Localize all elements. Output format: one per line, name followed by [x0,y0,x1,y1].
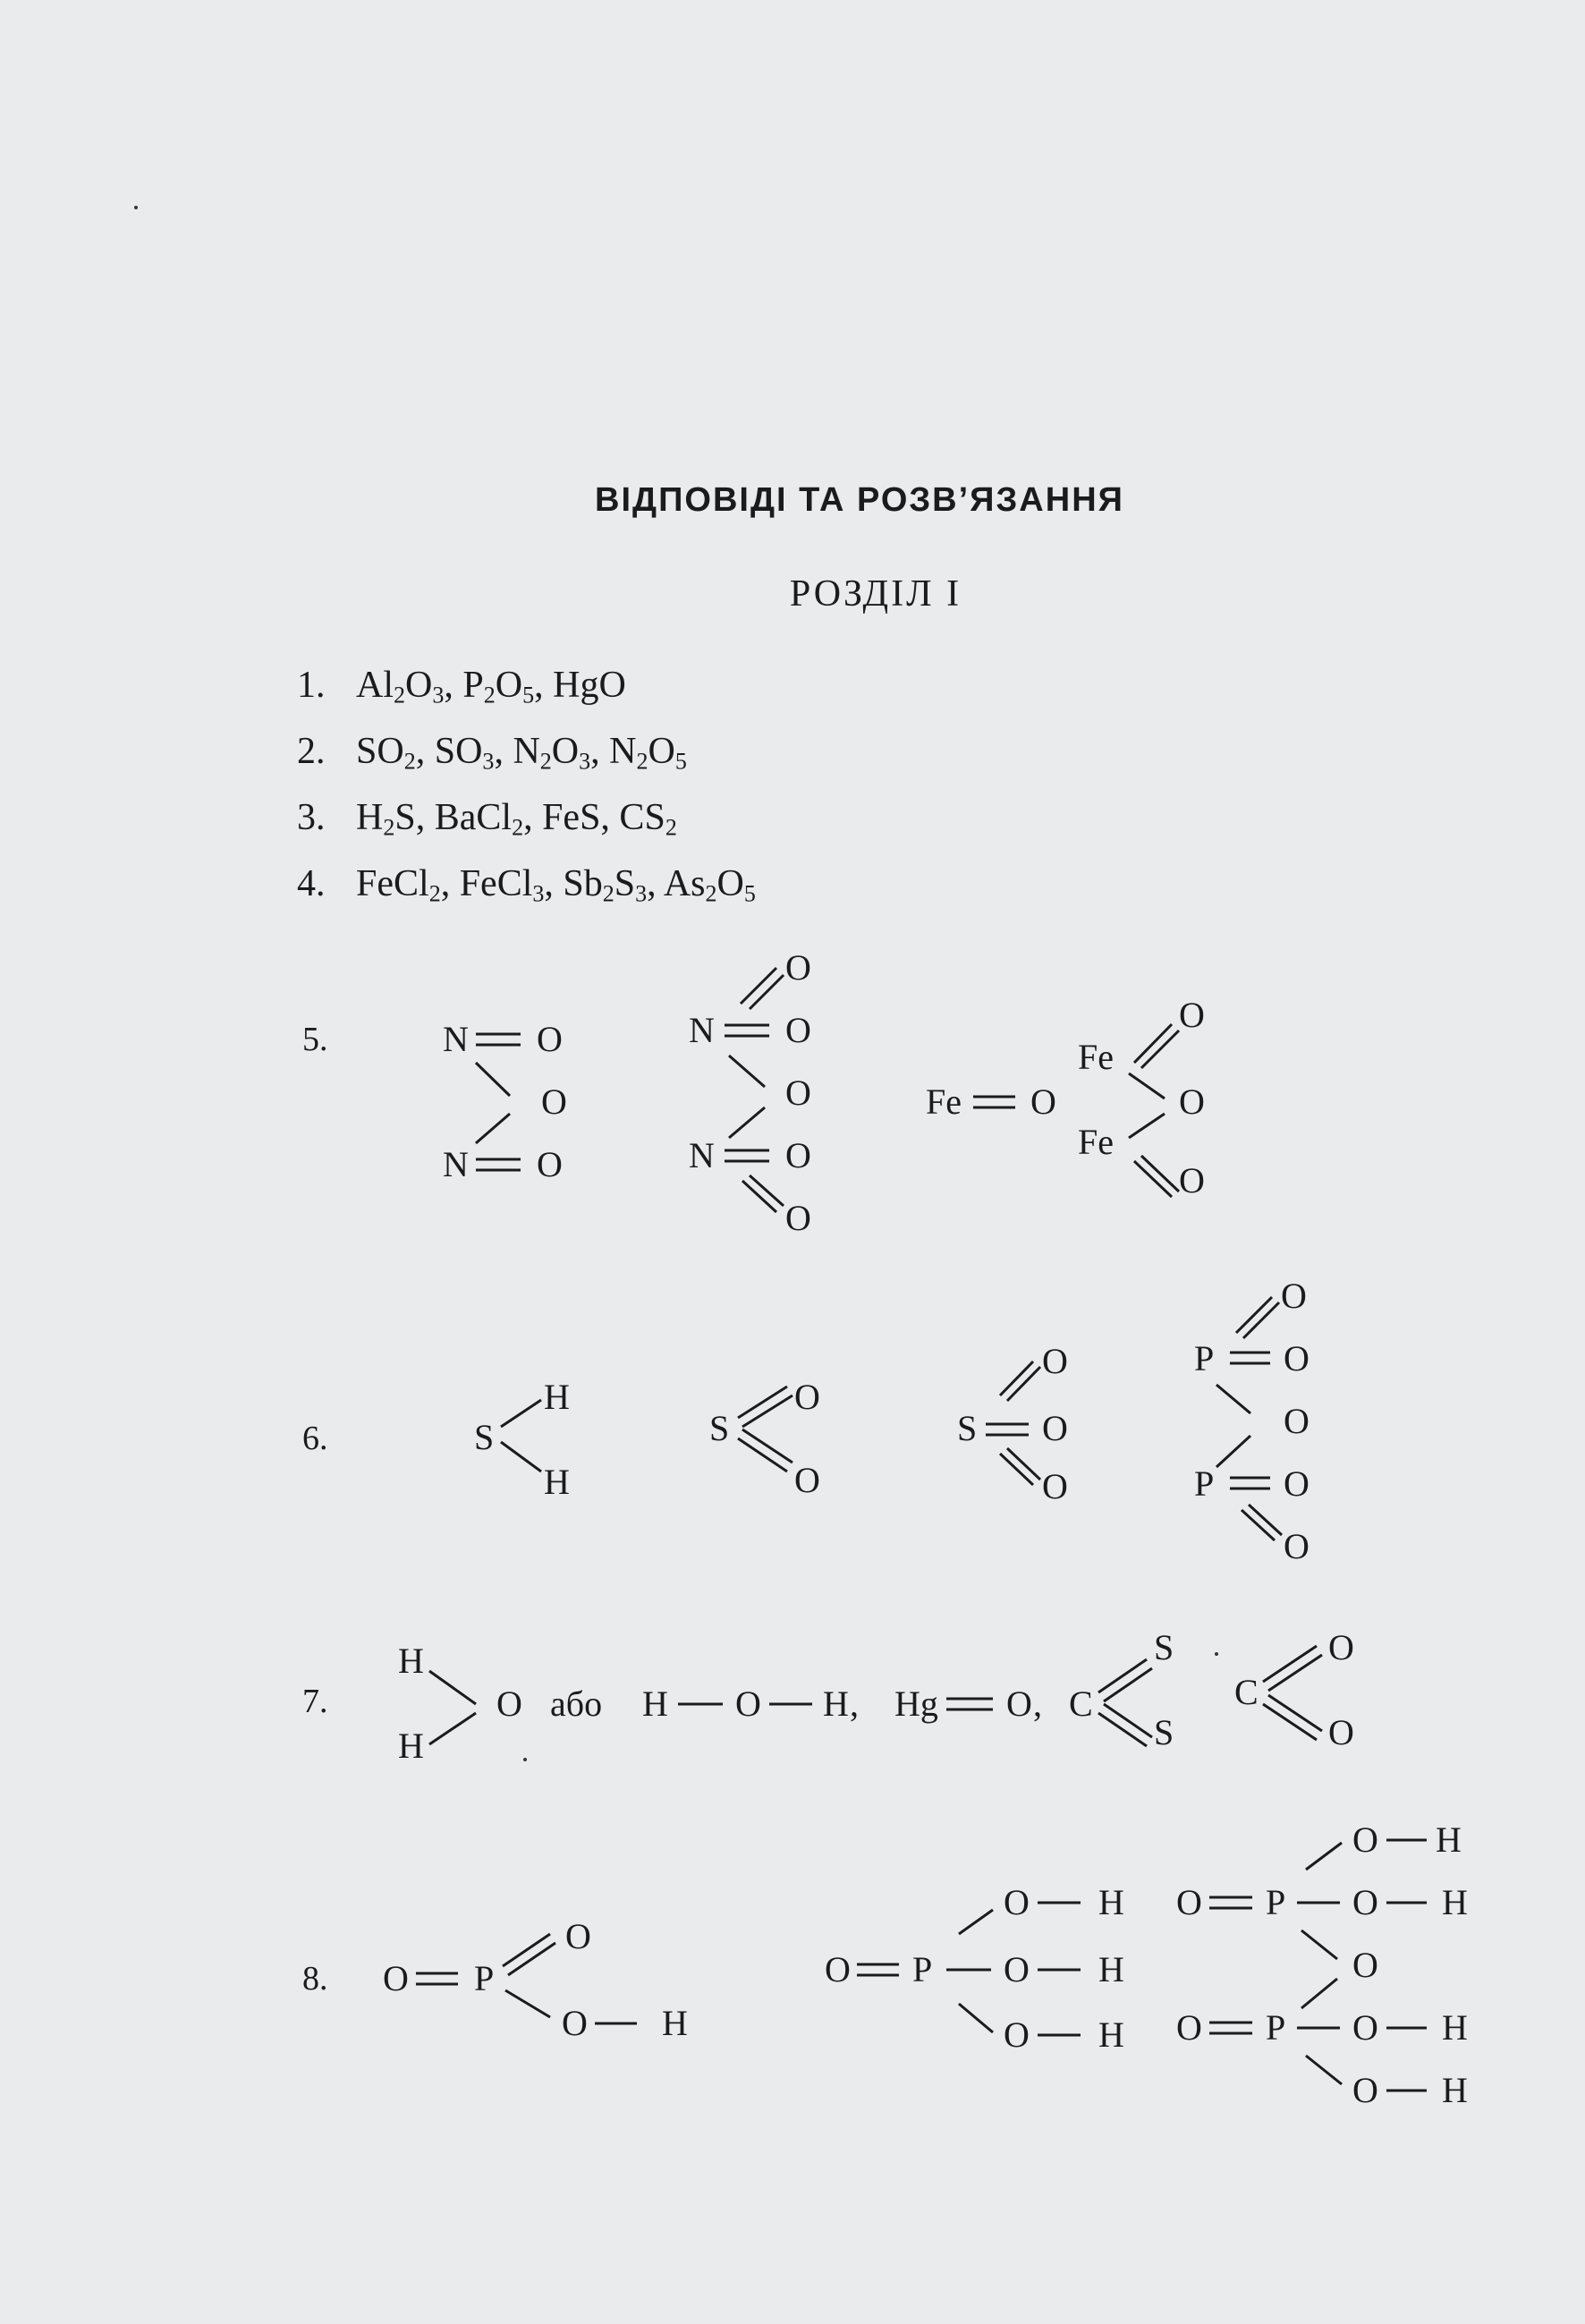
atom-o: O [1179,1081,1205,1122]
formula-subscript: 3 [635,880,648,907]
paper-speck [1215,1652,1218,1656]
atom-h: H [1098,2014,1124,2055]
formula-number: 3. [297,797,326,838]
atom-o: O [1352,2070,1378,2110]
structure-so3 [957,1341,1068,1506]
atom-o: O [496,1684,522,1724]
atom-h: H [642,1684,668,1724]
formula-text: , FeS, CS [523,797,665,838]
formula-text: O [716,863,744,904]
atom-p: P [1266,1882,1286,1922]
formula-subscript: 5 [674,748,687,775]
structure-n2o5 [689,947,811,1238]
atom-o: O [1352,1882,1378,1922]
formula-subscript: 2 [383,814,395,841]
atom-o: O [562,2003,588,2043]
atom-o: O [1328,1712,1354,1752]
atom-h: H [1436,1819,1462,1860]
atom-p: P [1194,1338,1215,1378]
formula-text: , As [647,863,706,904]
atom-h: H [544,1377,570,1417]
atom-s: S [957,1408,978,1448]
atom-o: O [1004,2014,1030,2055]
atom-h: H [1442,2007,1468,2048]
atom-o: O [1176,1882,1202,1922]
structure-water-angular [398,1641,522,1766]
formula-text: H [356,797,384,838]
formula-text: O [495,665,523,706]
paper-speck [134,206,138,209]
structure-so2 [709,1377,820,1500]
formula-subscript: 2 [602,880,615,907]
atom-p: P [1194,1463,1215,1504]
atom-fe: Fe [1078,1037,1114,1077]
atom-o: O [1284,1401,1310,1441]
item-number-7: 7. [302,1683,328,1720]
atom-h: H [662,2003,688,2043]
atom-o: O [537,1144,563,1184]
atom-o: O [1352,1945,1378,1985]
structure-h4p2o7 [1176,1819,1468,2110]
formula-subscript: 2 [665,814,677,841]
svg-text:,: , [850,1684,859,1724]
formula-subscript: 2 [403,748,416,775]
paper-speck [523,1758,527,1761]
atom-c: C [1234,1672,1259,1712]
formula-text: , N [494,731,540,772]
formula-text: O [551,731,580,772]
atom-o: O [1179,995,1205,1035]
formula-subscript: 3 [579,748,591,775]
structure-fe2o3 [1078,995,1205,1200]
or-text: або [550,1684,603,1724]
structure-cs2 [1069,1627,1174,1752]
structure-n2o3 [443,1019,567,1184]
atom-h: H [1442,1882,1468,1922]
atom-o: O [785,1135,811,1175]
structure-water-linear [642,1684,859,1724]
formula-subscript: 2 [483,682,496,708]
atom-n: N [689,1010,715,1050]
atom-o: O [1352,1819,1378,1860]
formula-subscript: 2 [428,880,441,907]
atom-h: H [398,1641,424,1681]
formula-subscript: 3 [432,682,445,708]
atom-c: C [1069,1684,1093,1724]
atom-o: O [1004,1882,1030,1922]
atom-n: N [443,1144,469,1184]
atom-o: O [1328,1627,1354,1667]
atom-s: S [474,1417,495,1457]
formula-subscript: 2 [512,814,524,841]
atom-o: O [1042,1341,1068,1381]
atom-s: S [1154,1627,1174,1667]
structure-h2s [474,1377,570,1502]
formula-number: 1. [297,665,326,706]
structure-hpo3 [383,1916,688,2043]
formula-text: S [614,863,636,904]
formula-subscript: 2 [636,748,648,775]
item-number-8: 8. [302,1960,328,1997]
formula-text: , Sb [544,863,603,904]
formula-text: , SO [415,731,483,772]
atom-o: O [1176,2007,1202,2048]
atom-o: O [735,1684,761,1724]
atom-o: O [785,1010,811,1050]
atom-o: O [565,1916,591,1956]
atom-p: P [1266,2007,1286,2048]
formula-number: 4. [297,863,326,904]
atom-h: H [1098,1882,1124,1922]
atom-p: P [474,1958,495,1998]
structure-p2o5 [1194,1276,1310,1566]
atom-o: O [1284,1526,1310,1566]
atom-o: O [541,1081,567,1122]
formula-text: O [648,731,675,772]
formula-text: S, BaCl [394,797,513,838]
atom-o: O [1284,1338,1310,1378]
atom-n: N [443,1019,469,1059]
formula-subscript: 2 [705,880,717,907]
atom-h: H [1098,1949,1124,1989]
atom-o: O [537,1019,563,1059]
atom-o: O [1179,1160,1205,1200]
atom-o: O [1042,1466,1068,1506]
formula-subscript: 5 [522,682,535,708]
formula-text: Al [356,665,394,706]
formula-text: , N [590,731,637,772]
atom-n: N [689,1135,715,1175]
atom-s: S [1154,1712,1174,1752]
formula-subscript: 2 [539,748,552,775]
atom-o: O [1042,1408,1068,1448]
formula-text: FeCl [356,863,429,904]
atom-o: O [825,1949,851,1989]
atom-h: H [1442,2070,1468,2110]
item-number-5: 5. [302,1021,328,1058]
structure-h3po4 [825,1882,1124,2055]
atom-o: O [383,1958,409,1998]
atom-s: S [709,1408,730,1448]
atom-o: O [794,1377,820,1417]
structure-co2 [1234,1627,1354,1752]
atom-fe: Fe [926,1081,962,1122]
atom-o: O [785,1198,811,1238]
formula-text: , P [444,665,484,706]
atom-o: O [1006,1684,1032,1724]
atom-p: P [912,1949,933,1989]
atom-h: H [398,1726,424,1766]
structure-hgo [894,1684,1042,1724]
section-title: РОЗДІЛ I [789,573,962,615]
formula-subscript: 2 [394,682,406,708]
formula-subscript: 3 [532,880,545,907]
atom-fe: Fe [1078,1122,1114,1162]
atom-o: O [785,947,811,988]
atom-o: O [785,1073,811,1113]
atom-h: H [823,1684,849,1724]
formula-text: , FeCl [440,863,533,904]
page-title: ВІДПОВІДІ ТА РОЗВ’ЯЗАННЯ [595,481,1124,519]
svg-text:,: , [1033,1684,1042,1724]
formula-text: , HgO [534,665,626,706]
formula-text: O [405,665,433,706]
atom-o: O [1004,1949,1030,1989]
formula-text: SO [356,731,404,772]
atom-hg: Hg [894,1684,938,1724]
atom-o: O [1352,2007,1378,2048]
formula-subscript: 3 [482,748,495,775]
atom-o: O [1284,1463,1310,1504]
atom-h: H [544,1462,570,1502]
structure-feo [926,1081,1056,1122]
formula-number: 2. [297,731,326,772]
item-number-6: 6. [302,1420,328,1457]
atom-o: O [1030,1081,1056,1122]
formula-subscript: 5 [743,880,756,907]
atom-o: O [794,1460,820,1500]
atom-o: O [1281,1276,1307,1316]
